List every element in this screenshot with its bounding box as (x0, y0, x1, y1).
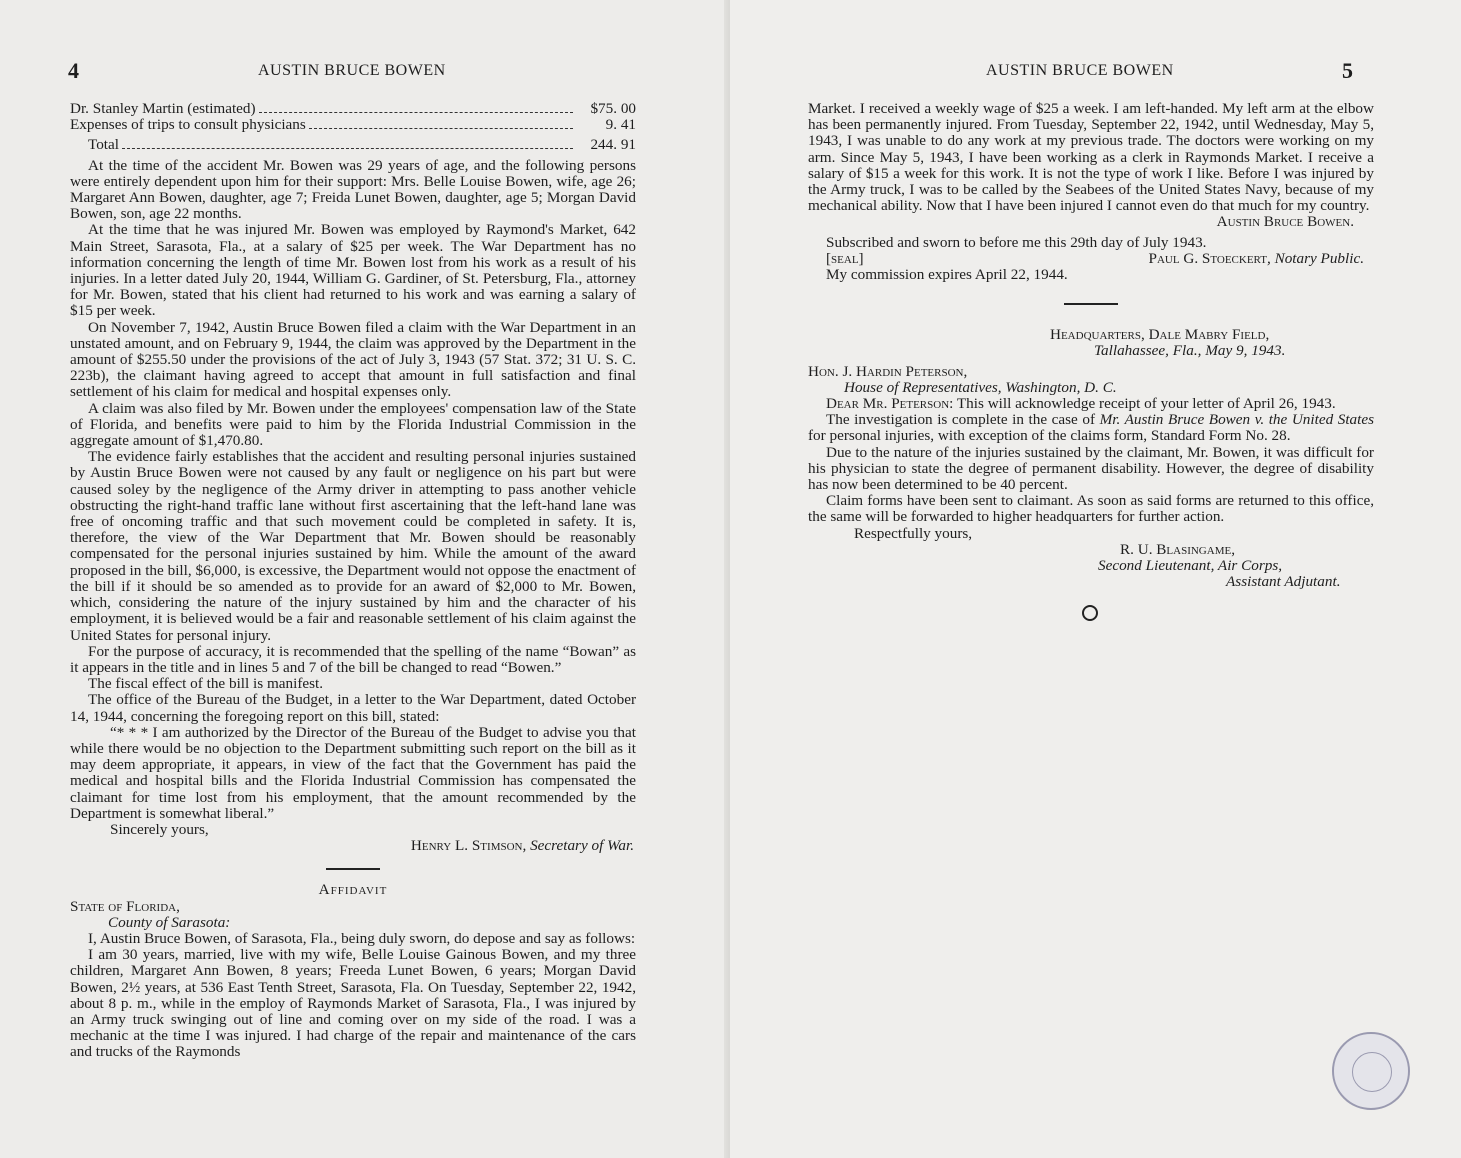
seal-row (808, 251, 1374, 267)
signer-title2: Assistant Adjutant. (1226, 573, 1341, 591)
total-row: Total 244. 91 (88, 136, 636, 154)
paragraph-forms: Claim forms have been sent to claimant. As soon as said forms are returned to this office, the same will be forwarded to higher headquarters for further action. (808, 492, 1374, 526)
right-page (730, 0, 1461, 1158)
closing: Sincerely yours, (110, 820, 209, 838)
salutation-paragraph: Dear Mr. Peterson: This will acknowledge receipt of your letter of April 26, 1943. (826, 395, 1336, 413)
closing: Respectfully yours, (854, 524, 973, 542)
paragraph: At the time that he was injured Mr. Bowen was employed by Raymond's Market, 642 Main Street, Sarasota, Fla., at a salary of $25 per week. The War Department has no information concerning the length of time Mr. Bowen lost from his work as a result of his injuries. In a letter dated July 20, 1944, William G. Gardiner, of St. Petersburg, Fla., attorney for Mr. Bowen, stated that his client had returned to his work and was earning a salary of $15 per week. (70, 221, 636, 320)
running-header-right: AUSTIN BRUCE BOWEN (986, 62, 1174, 79)
affiant-signature: Austin Bruce Bowen. (1216, 213, 1354, 231)
paragraph: For the purpose of accuracy, it is recommended that the spelling of the name “Bowan” as it appears in the title and in lines 5 and 7 of the bill be changed to read “Bowen.” (70, 642, 636, 676)
running-header-left: AUSTIN BRUCE BOWEN (258, 62, 446, 79)
signature-stimson: Henry L. Stimson, Secretary of War. (410, 837, 634, 855)
paragraph: The office of the Bureau of the Budget, in a letter to the War Department, dated October 14, 1944, concerning the foregoing report on this bill, stated: (70, 691, 636, 725)
affidavit-title: Affidavit (318, 881, 388, 899)
archive-stamp (1332, 1032, 1410, 1110)
subscribed-line: Subscribed and sworn to before me this 29th day of July 1943. (826, 233, 1207, 251)
expense-row: Expenses of trips to consult physicians 9. 41 (70, 116, 636, 134)
page-number-left: 4 (68, 58, 79, 83)
notary-signature: Paul G. Stoeckert, Notary Public. (1148, 249, 1364, 267)
page-number-right: 5 (1342, 58, 1353, 83)
paragraph: The evidence fairly establishes that the accident and resulting personal injuries sustained by Austin Bruce Bowen were not caused by any fault or negligence on his part but were caused soley by the negligence of the Army driver in attempting to pass another vehicle obstructing the right-hand traffic lane without first ascertaining that the left-hand lane was free of oncoming traffic and that such movement could be completed in safety. It is, therefore, the view of the War Department that Mr. Bowen should be reasonably compensated for the personal injuries sustained by him. While the amount of the award proposed in the bill, $6,000, is excessive, the Department would not oppose the enactment of the bill if it should be so amended as to provide for an award of $2,000 to Mr. Bowen, which, considering the nature of the injury sustained by him and the character of his employment, it is believed would be a fair and reasonable settlement of his claim against the United States for personal injury. (70, 448, 636, 644)
left-column (70, 101, 636, 1061)
paragraph-disability: Due to the nature of the injuries sustained by the claimant, Mr. Bowen, it was difficult for his physician to state the degree of permanent disability. However, the degree of disability has now been determined to be 40 percent. (808, 443, 1374, 494)
paragraph: The fiscal effect of the bill is manifest. (88, 675, 324, 693)
signer-name: R. U. Blasingame, (1120, 540, 1235, 558)
left-page (0, 0, 730, 1158)
commission-line: My commission expires April 22, 1944. (826, 266, 1068, 284)
section-rule (326, 868, 380, 870)
affidavit-state: State of Florida, (70, 897, 180, 915)
expense-row: Dr. Stanley Martin (estimated) $75. 00 (70, 100, 636, 117)
section-rule (1064, 303, 1118, 305)
paragraph-investigation: The investigation is complete in the case of Mr. Austin Bruce Bowen v. the United States for personal injuries, with exception of the claims form, Standard Form No. 28. (808, 411, 1375, 445)
right-column (808, 101, 1374, 590)
quoted-paragraph: “* * * I am authorized by the Director of the Bureau of the Budget to advise you that while there would be no objection to the Department submitting such report on the bill as it may deem appropriate, it appears, in view of the fact that the Government has paid the medical and hospital bills and the Florida Industrial Commission has compensated the claimant for time lost from his employment, that the amount recommended by the Department is somewhat liberal.” (70, 723, 636, 822)
letterhead-line1: Headquarters, Dale Mabry Field, (1050, 326, 1270, 344)
affidavit-continued: Market. I received a weekly wage of $25 a week. I am left-handed. My left arm at the elbow has been permanently injured. From Tuesday, September 22, 1942, until Wednesday, May 5, 1943, I was unable to do any work at my previous trade. The doctors were working on my arm. Since May 5, 1943, I have been working as a clerk in Raymonds Market. I receive a salary of $15 a week for this work. It is not the type of work I like. Before I was injured by the Army truck, I was to be called by the Seabees of the United States Navy, because of my mechanical ability. Now that I have been injured I cannot even do that much for my country. (808, 100, 1374, 215)
paragraph: On November 7, 1942, Austin Bruce Bowen filed a claim with the War Department in an unstated amount, and on February 9, 1944, the claim was approved by the Department in the amount of $255.50 under the provisions of the act of July 3, 1943 (57 Stat. 372; 31 U. S. C. 223b), the claimant having agreed to accept that amount in full satisfaction and final settlement of his claim for medical and hospital expenses only. (70, 318, 636, 401)
punch-hole-mark (1082, 605, 1098, 621)
signer-title1: Second Lieutenant, Air Corps, (1098, 557, 1283, 575)
addressee-name: Hon. J. Hardin Peterson, (808, 362, 968, 380)
affidavit-county: County of Sarasota: (108, 913, 231, 931)
paragraph: I am 30 years, married, live with my wife, Belle Louise Gainous Bowen, and my three children, Margaret Ann Bowen, 8 years; Freeda Lunet Bowen, 6 years; Morgan David Bowen, 2½ years, at 536 East Tenth Street, Sarasota, Fla. On Tuesday, September 22, 1942, about 8 p. m., while in the employ of Raymonds Market of Sarasota, Fla., I was injured by an Army truck swinging out of line and coming over on my side of the road. I was a mechanic at the time I was injured. I had charge of the repair and maintenance of the cars and trucks of the Raymonds (70, 946, 636, 1061)
paragraph: I, Austin Bruce Bowen, of Sarasota, Fla., being duly sworn, do depose and say as follows: (88, 929, 636, 947)
paragraph: At the time of the accident Mr. Bowen was 29 years of age, and the following persons were entirely dependent upon him for their support: Mrs. Belle Louise Bowen, wife, age 26; Margaret Ann Bowen, daughter, age 7; Freida Lunet Bowen, daughter, age 5; Morgan David Bowen, son, age 22 months. (70, 156, 636, 223)
seal-label: [seal] (826, 249, 864, 267)
letterhead-line2: Tallahassee, Fla., May 9, 1943. (1094, 342, 1286, 360)
paragraph: A claim was also filed by Mr. Bowen under the employees' compensation law of the State of Florida, and benefits were paid to him by the Florida Industrial Commission in the aggregate amount of $1,470.80. (70, 399, 636, 450)
addressee-line2: House of Representatives, Washington, D. C. (844, 378, 1117, 396)
